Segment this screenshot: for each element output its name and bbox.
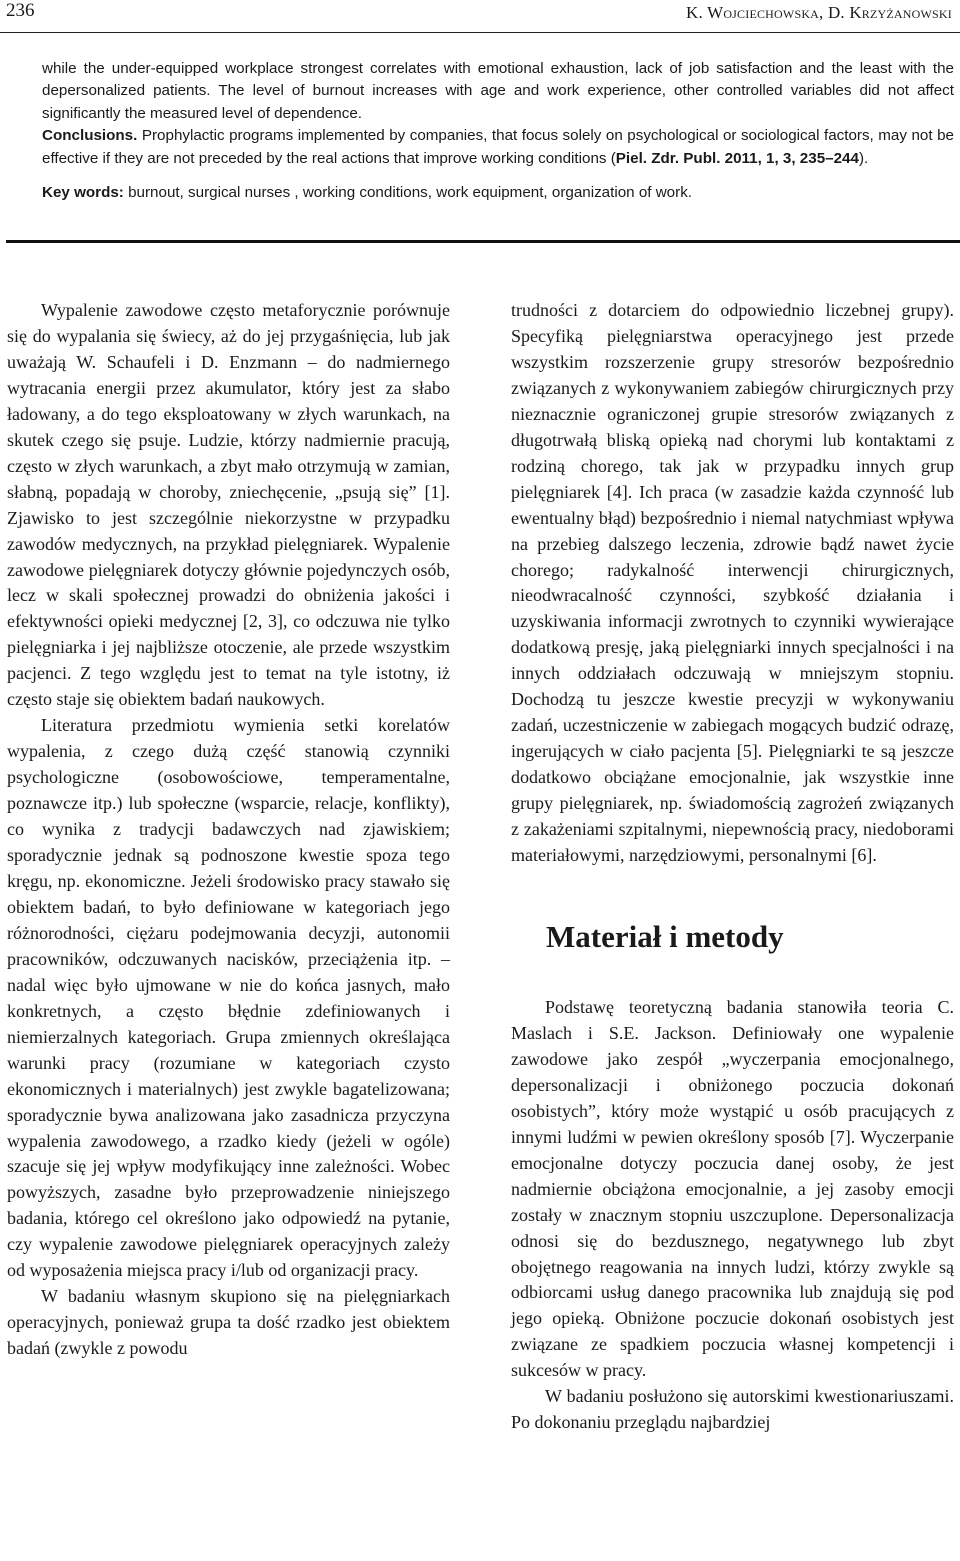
header-rule	[0, 32, 960, 33]
citation: Piel. Zdr. Publ. 2011, 1, 3, 235–244	[615, 149, 859, 167]
paragraph: Literatura przedmiotu wymienia setki korelatów wypalenia, z czego dużą część stanowią czynniki psychologiczne (osobowościowe, temperamentalne, poznawcze itp.) lub społeczne (wsparcie, relacje, konflikty), co wynika z tradycji badawczych nad zjawiskiem; sporadycznie jednak są podnoszone kwestie spoza tego kręgu, np. ekonomiczne. Jeżeli środowisko pracy stawało się obiektem badań, to było definiowane w kategoriach jego różnorodności, ciężaru podejmowania decyzji, autonomii pracowników, odczuwanych nacisków, przeciążenia itp. – nadal więc było ujmowane w nie do końca jasnych, mało konkretnych, a często błędnie zdefiniowanych i niemierzalnych kategoriach. Grupa zmiennych określająca warunki pracy (rozumiane w kategoriach czysto ekonomicznych i materialnych) jest zwykle bagatelizowana; sporadycznie bywa analizowana jako zasadnicza przyczyna wypalenia zawodowego, a rzadko kiedy (jeżeli w ogóle) szacuje się jej wpływ modyfikujący inne zależności. Wobec powyższych, zasadne było przeprowadzenie niniejszego badania, którego cel określono jako odpowiedź na pytanie, czy wypalenie zawodowe pielęgniarek operacyjnych zależy od wyposażenia miejsca pracy i/lub od organizacji pracy.	[7, 715, 450, 1281]
running-head: K. Wojciechowska, D. Krzyżanowski	[686, 3, 952, 22]
paragraph: trudności z dotarciem do odpowiednio liczebnej grupy). Specyfiką pielęgniarstwa operacyjnego jest przede wszystkim rozszerzenie grupy stresorów bezpośrednio związanych z wykonywaniem zabiegów chirurgicznych przy nieznacznie ograniczonej grupie stresorów związanych z długotrwałą bliską opieką nad chorymi lub kontaktami z rodziną chorego, tak jak w przypadku innych grup pielęgniarek [4]. Ich praca (w zasadzie każda czynność lub ewentualny błąd) bezpośrednio i niemal natychmiast wpływa na przebieg dalszego leczenia, zdrowie bądź nawet życie chorego; radykalność interwencji chirurgicznych, nieodwracalność czynności, szybkość działania i uzyskiwania informacji zwrotnych to czynniki wywierające dodatkową presję, jaką pielęgniarki innych specjalności i na innych oddziałach odczuwają w mniejszym stopniu. Dochodzą tu jeszcze kwestie precyzji w wykonywaniu zadań, uczestniczenie w zabiegach mogących budzić odrazę, ingerujących w ciało pacjenta [5]. Pielęgniarki te są jeszcze dodatkowo obciążane emocjonalnie, jak wszystkie inne grupy pielęgniarek, np. świadomością zagrożeń związanych z zakażeniami szpitalnymi, niepewnością pracy, niedoborami materiałowymi, narzędziowymi, personalnymi [6].	[511, 300, 954, 866]
paragraph: W badaniu posłużono się autorskimi kwestionariuszami. Po dokonaniu przeglądu najbardziej	[511, 1386, 954, 1433]
abstract	[42, 58, 954, 204]
keywords-label: Key words:	[42, 184, 124, 202]
abstract-results-text: while the under-equipped workplace strongest correlates with emotional exhaustion, lack of job satisfaction and the least with the depersonalized patients. The level of burnout increases with age and work experience, other controlled variables did not affect significantly the measured level of dependence.	[42, 60, 954, 122]
paragraph: Wypalenie zawodowe często metaforycznie porównuje się do wypalania się świecy, aż do jej przygaśnięcia, lub jak uważają W. Schaufeli i D. Enzmann – do nadmiernego wytracania energii przez akumulator, który jest za słabo ładowany, a do tego eksploatowany w złych warunkach, na skutek czego się psuje. Ludzie, którzy nadmiernie pracują, często w złych warunkach, a zbyt mało otrzymują w zamian, słabną, popadają w choroby, zniechęcenie, „psują się” [1]. Zjawisko to jest szczególnie niekorzystne w przypadku zawodów medycznych, na przykład pielęgniarek. Wypalenie zawodowe pielęgniarek dotyczy głównie pojedynczych osób, lecz w skali społecznej prowadzi do obniżenia jakości i efektywności opieki medycznej [2, 3], co odczuwa nie tylko pielęgniarka i jej najbliższe otoczenie, ale przede wszystkim pacjenci. Z tego względu jest to temat na tyle istotny, iż często staje się obiektem badań naukowych.	[7, 300, 450, 710]
abstract-results	[42, 58, 954, 170]
page-number: 236	[6, 0, 35, 21]
section-heading: Materiał i metody	[546, 918, 784, 954]
conclusions-text: Prophylactic programs implemented by companies, that focus solely on psychological or sociological factors, may not be effective if they are not preceded by the real actions that improve working conditions (	[42, 127, 954, 167]
keywords	[42, 182, 954, 204]
paragraph: Podstawę teoretyczną badania stanowiła teoria C. Maslach i S.E. Jackson. Definiowały one wypalenie zawodowe jako zespół „wyczerpania emocjonalnego, depersonalizacji i obniżonego poczucia dokonań osobistych”, który może wystąpić u osób pracujących z innymi ludźmi w pewien określony sposób [7]. Wyczerpanie emocjonalne dotyczy poczucia danej osoby, że jest nadmiernie obciążona emocjonalnie, a jej zasoby emocji zostały w znacznym stopniu uszczuplone. Depersonalizacja odnosi się do bezdusznego, negatywnego lub zbyt obojętnego reagowania na innych ludzi, którzy zwykle są odbiorcami usług danego pracownika lub znajdują się pod jego opieką. Obniżone poczucie dokonań osobistych jest związane ze spadkiem poczucia własnej kompetencji i sukcesów w pracy.	[511, 996, 954, 1381]
left-column	[7, 298, 450, 1362]
page-header	[0, 0, 960, 30]
right-column	[511, 298, 954, 1436]
conclusions-label: Conclusions.	[42, 127, 138, 145]
abstract-rule	[6, 240, 960, 243]
citation-close: ).	[858, 149, 869, 167]
keywords-text: burnout, surgical nurses , working conditions, work equipment, organization of work.	[123, 184, 693, 202]
paragraph: W badaniu własnym skupiono się na pielęgniarkach operacyjnych, ponieważ grupa ta dość rzadko jest obiektem badań (zwykle z powodu	[7, 1286, 450, 1359]
